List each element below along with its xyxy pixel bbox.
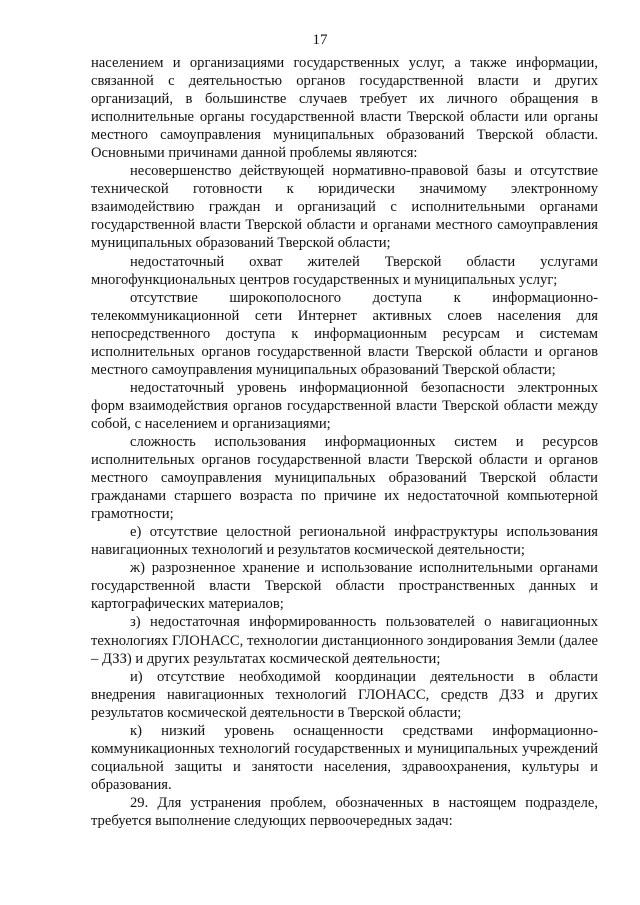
paragraph-item-e: е) отсутствие целостной региональной инфраструктуры использования навигационных технологий и результатов космической деятельности; — [91, 524, 598, 559]
page-number: 17 — [312, 32, 328, 48]
paragraph-legal-base: несовершенство действующей нормативно-правовой базы и отсутствие технической готовности к юридически значимому электронному взаимодействию граждан и организаций с исполнительными органами государственной власти Тверской области и органами местного самоуправления муниципальных образований Тверской области; — [91, 163, 598, 252]
document-body — [91, 54, 598, 830]
paragraph-elderly-literacy: сложность использования информационных систем и ресурсов исполнительных органов государственной власти Тверской области и органов местного самоуправления муниципальных образований Тверской области гражданами старшего возраста по причине их недостаточной компьютерной грамотности; — [91, 433, 598, 523]
paragraph-mfc-coverage: недостаточный охват жителей Тверской области услугами многофункциональных центров государственных и муниципальных услуг; — [91, 253, 598, 288]
paragraph-item-zh: ж) разрозненное хранение и использование исполнительными органами государственной власти Тверской области пространственных данных и картографических материалов; — [91, 560, 598, 613]
paragraph-29: 29. Для устранения проблем, обозначенных в настоящем подразделе, требуется выполнение следующих первоочередных задач: — [91, 794, 598, 829]
paragraph-security: недостаточный уровень информационной безопасности электронных форм взаимодействия органов государственной власти Тверской области между собой, с населением и организациями; — [91, 379, 598, 432]
paragraph-continuation: населением и организациями государственных услуг, а также информации, связанной с деятельностью органов государственной власти и других организаций, в большинстве случаев требует их личного обращения в исполнительные органы государственной власти Тверской области или органы местного самоуправления муниципальных образований Тверской области. Основными причинами данной проблемы являются: — [91, 55, 598, 162]
paragraph-item-z: з) недостаточная информированность пользователей о навигационных технологиях ГЛОНАСС, технологии дистанционного зондирования Земли (далее – ДЗЗ) и других результатах космической деятельности; — [91, 614, 598, 667]
paragraph-item-i: и) отсутствие необходимой координации деятельности в области внедрения навигационных технологий ГЛОНАСС, средств ДЗЗ и других результатов космической деятельности в Тверской области; — [91, 668, 598, 721]
paragraph-item-k: к) низкий уровень оснащенности средствами информационно-коммуникационных технологий государственных и муниципальных учреждений социальной защиты и занятости населения, здравоохранения, культуры и образования. — [91, 722, 598, 793]
paragraph-broadband: отсутствие широкополосного доступа к информационно-телекоммуникационной сети Интернет активных слоев населения для непосредственного доступа к информационным ресурсам и системам исполнительных органов государственной власти Тверской области и органов местного самоуправления муниципальных образований Тверской области; — [91, 289, 598, 378]
